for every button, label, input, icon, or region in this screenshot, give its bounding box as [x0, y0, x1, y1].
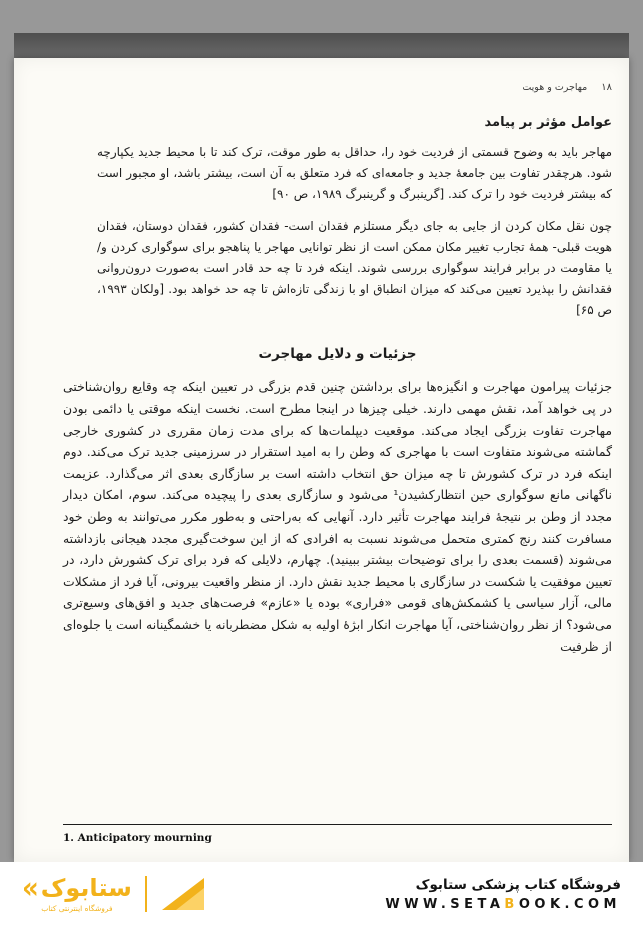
page-header: [63, 82, 612, 93]
page-number: ۱۸: [601, 82, 612, 93]
logo-wordmark: [22, 871, 132, 913]
url-part-1: WWW.SETA: [385, 896, 505, 912]
website-url: [385, 897, 621, 912]
url-gold-letter: B: [504, 896, 519, 912]
section-heading-migration-details: جزئیات و دلایل مهاجرت: [258, 346, 417, 363]
quote-paragraph-1: مهاجر باید به وضوح قسمتی از فردیت خود را، حداقل به طور موقت، ترک کند تا با محیط جدید یکپارچه شود. هرچقدر تفاوت بین جامعهٔ جدید و جامعه‌ای که فرد متعلق به آن است، بیشتر باشد، او مجبور است که بیشتر فردیت خود را ترک کند. [گرینبرگ و گرینبرگ ۱۹۸۹، ص ۹۰]: [97, 145, 612, 201]
quote-paragraph-2: چون نقل مکان کردن از جایی به جای دیگر مستلزم فقدان است- فقدان کشور، فقدان دوستان، فقدان هویت قبلی- همهٔ تجارب تغییر مکان ممکن است از نظر توانایی مهاجر یا پناهجو برای سوگواری کردن و/یا مقاومت در برابر فرایند سوگواری بررسی شوند. اینکه فرد تا چه حد قادر است به‌صورت درون‌روانی فقدانش را بپذیرد تعیین می‌کند که میزان انطباق او با زندگی تازه‌اش تا چه حد خواهد بود. [ولکان ۱۹۹۳، ص ۶۵]: [97, 219, 612, 317]
bookstore-footer: [0, 862, 643, 926]
chevron-logo-icon: «: [22, 871, 39, 906]
footnote-text: 1. Anticipatory mourning: [63, 832, 212, 844]
store-name: فروشگاه کتاب پزشکی ستابوک: [415, 876, 621, 893]
running-title: مهاجرت و هویت: [522, 82, 588, 93]
logo-divider: [145, 876, 147, 912]
footer-store-info: [385, 877, 621, 912]
logo-row: [22, 871, 132, 906]
logo-tagline: فروشگاه اینترنتی کتاب: [41, 903, 113, 913]
logo-name: ستابوک: [40, 873, 132, 902]
book-page: [14, 58, 629, 862]
footnote-divider: [63, 824, 612, 825]
footnote-block: [63, 824, 612, 844]
section-heading-outcome-factors: عوامل مؤثر بر پیامد: [484, 115, 612, 130]
setabook-logo: [22, 871, 206, 913]
scan-top-shadow: [14, 33, 629, 58]
body-paragraph: جزئیات پیرامون مهاجرت و انگیزه‌ها برای برداشتن چنین قدم بزرگی در تعیین اینکه چه وقایع روان‌شناختی در پی خواهد آمد، نقش مهمی دارند. خیلی چیزها در اینجا مطرح است. نخست اینکه موقتی یا دائمی بودن مهاجرت تفاوت بزرگی ایجاد می‌کند. موقعیت دیپلمات‌ها که برای مدت زمان مقرری در کشوری خارجی گماشته می‌شوند متفاوت است با مهاجری که وطن را به امید استقرار در سرزمینی جدید ترک می‌کند. دوم اینکه فرد در ترک کشورش تا چه میزان حق انتخاب داشته است بر سازگاری بعدی اثر می‌گذارد. عزیمت ناگهانی مانع سوگواری حین انتظارکشیدن¹ می‌شود و سازگاری بعدی را پیچیده می‌کند. سوم، امکان دیدار مجدد از وطن بر نتیجهٔ فرایند مهاجرت تأثیر دارد. آنهایی که به‌راحتی و به‌طور مکرر می‌توانند به وطن خود مسافرت کنند رنج کمتری متحمل می‌شوند نسبت به افرادی که از این سوخت‌گیری مجدد هیجانی بازداشته می‌شوند (قسمت بعدی را برای توضیحات بیشتر ببینید). چهارم، دلایلی که فرد برای ترک کشورش دارد، در تعیین موفقیت یا شکست در سازگاری با محیط جدید نقش دارد. از منظر واقعیت بیرونی، آیا فرد از مشکلات مالی، آزار سیاسی یا کشمکش‌های قومی «فراری» بوده یا «عازم» فرصت‌های جدید و افق‌های وسیع‌تری می‌شود؟ از نظر روان‌شناختی، آیا مهاجرت انکار ابژهٔ اولیه به شکل مضطربانه یا خشمگینانه است یا جلوه‌ای از ظرفیت: [63, 379, 612, 654]
triangle-logo-icon: [160, 876, 206, 912]
url-part-2: OOK.COM: [518, 896, 621, 912]
